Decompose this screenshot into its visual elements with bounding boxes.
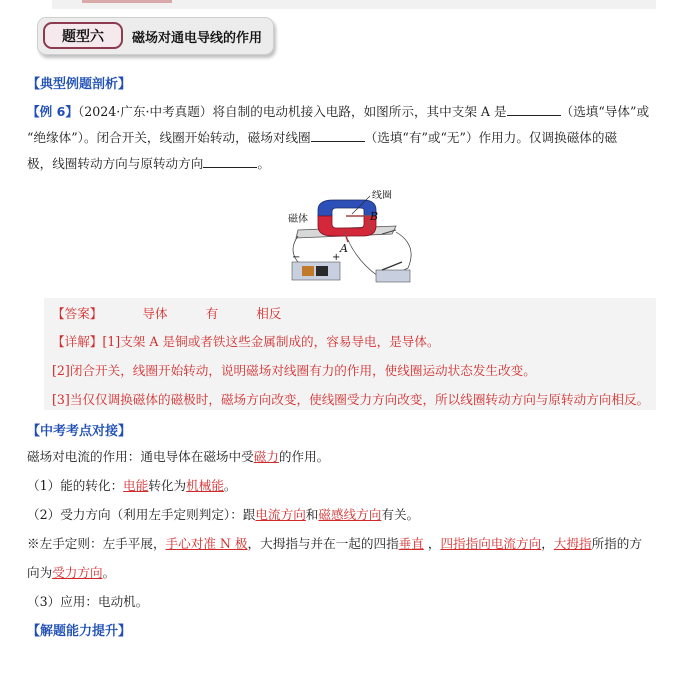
point-3: （2）受力方向（利用左手定则判定）：跟电流方向和磁感线方向有关。 <box>27 507 420 522</box>
detail-label: 【详解】 <box>52 334 103 349</box>
example-tag: 【例 6】 <box>27 104 78 119</box>
answer-blank-3 <box>203 153 257 168</box>
question-line1-post: （选填“导体”或 <box>560 104 650 119</box>
example-question <box>27 99 655 177</box>
answer-1: 导体 <box>142 306 168 321</box>
label-a: A <box>340 242 348 255</box>
answer-blank-2 <box>311 127 365 142</box>
answer-line <box>52 303 281 322</box>
point-2: （1）能的转化：电能转化为机械能。 <box>27 478 237 493</box>
answer-blank-1 <box>507 101 561 116</box>
point-6: （3）应用：电动机。 <box>27 594 149 609</box>
point-1: 磁场对电流的作用：通电导体在磁场中受磁力的作用。 <box>27 449 330 464</box>
answer-box <box>44 298 656 410</box>
point-4-answer-1: 手心对准 N 极 <box>165 536 248 551</box>
section-banner <box>37 17 274 55</box>
answer-2: 有 <box>205 306 219 321</box>
question-type-badge: 题型六 <box>43 22 123 49</box>
section-points-heading: 【中考考点对接】 <box>27 424 132 439</box>
cut-off-text-fragment <box>82 0 172 3</box>
key-points <box>27 442 655 616</box>
question-line3-pre: 极，线圈转动方向与原转动方向 <box>27 156 204 171</box>
label-b: B <box>370 210 379 223</box>
point-3-answer-1: 电流方向 <box>255 507 306 522</box>
answer-3: 相反 <box>256 306 282 321</box>
answer-label: 【答案】 <box>52 306 103 321</box>
motor-circuit-figure <box>288 190 418 290</box>
point-4-answer-2: 垂直 <box>398 536 424 551</box>
minus-terminal: − <box>292 252 301 263</box>
question-line2-pre: “绝缘体”）。闭合开关，线圈开始转动，磁场对线圈 <box>27 130 311 145</box>
magnet-label: 磁体 <box>288 214 308 225</box>
point-5-answer: 受力方向 <box>52 565 103 580</box>
detail-line-2: [2]闭合开关，线圈开始转动，说明磁场对线圈有力的作用，使线圈运动状态发生改变。 <box>52 363 536 378</box>
coil-label: 线圈 <box>372 190 392 201</box>
question-line3-post: 。 <box>257 156 270 171</box>
point-2-answer-1: 电能 <box>123 478 149 493</box>
point-4: ※左手定则：左手平展，手心对准 N 极，大拇指与并在一起的四指垂直 ，四指指向电流方向，大拇指所指的方 <box>27 536 642 551</box>
question-line2-post: （选填“有”或“无”）作用力。仅调换磁体的磁 <box>364 130 618 145</box>
top-edge-strip <box>52 0 656 9</box>
question-line1-pre: （2024·广东·中考真题）将自制的电动机接入电路，如图所示，其中支架 A 是 <box>77 104 507 119</box>
point-2-answer-2: 机械能 <box>186 478 224 493</box>
detail-line-1 <box>52 331 440 350</box>
point-5: 向为受力方向。 <box>27 565 116 580</box>
point-1-answer: 磁力 <box>253 449 279 464</box>
point-4-answer-4: 大拇指 <box>553 536 592 551</box>
point-4-answer-3: 四指指向电流方向 <box>440 536 542 551</box>
section-example-heading: 【典型例题剖析】 <box>27 77 132 92</box>
section-ability-heading: 【解题能力提升】 <box>27 624 132 639</box>
plus-terminal: + <box>332 252 341 263</box>
point-3-answer-2: 磁感线方向 <box>318 507 382 522</box>
banner-title: 磁场对通电导线的作用 <box>132 31 263 46</box>
detail-line-3: [3]当仅仅调换磁体的磁极时，磁场方向改变，使线圈受力方向改变，所以线圈转动方向与原转动方向相反。 <box>52 392 650 407</box>
detail-1: [1]支架 A 是铜或者铁这些金属制成的，容易导电，是导体。 <box>102 334 440 349</box>
